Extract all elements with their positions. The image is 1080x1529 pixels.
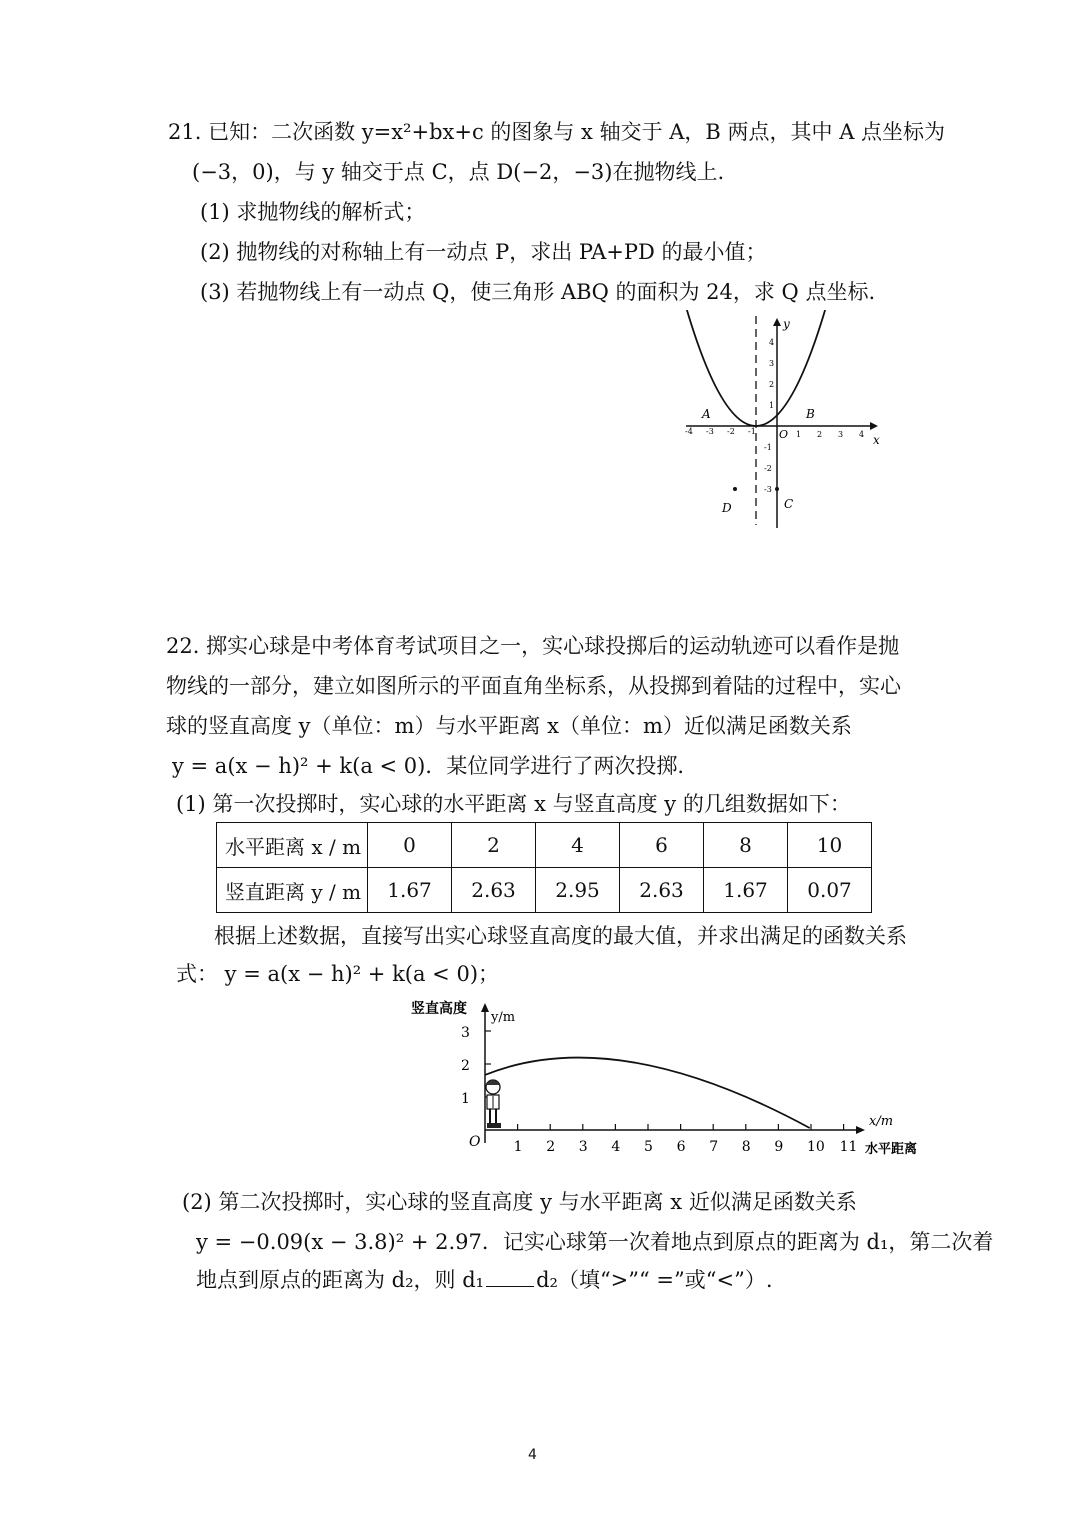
q21-x-tick: -2 bbox=[727, 427, 735, 436]
q21-point-b-label: B bbox=[806, 407, 815, 421]
answer-blank[interactable] bbox=[486, 1286, 534, 1287]
q22-part2-line3-start: 地点到原点的距离为 d₂，则 d₁ bbox=[196, 1268, 485, 1292]
table-cell: 4 bbox=[536, 823, 620, 868]
q22-x-tick: 1 bbox=[513, 1139, 523, 1155]
q22-stem-line2: 物线的一部分，建立如图所示的平面直角坐标系，从投掷到着陆的过程中，实心 bbox=[166, 674, 901, 698]
q21-part1: (1) 求抛物线的解析式； bbox=[200, 200, 426, 224]
table-cell: 0 bbox=[368, 823, 452, 868]
student-figure bbox=[486, 1080, 501, 1128]
table-cell: 2 bbox=[452, 823, 536, 868]
table-row-label-x: 水平距离 x / m bbox=[217, 823, 368, 868]
q21-stem-line2: (−3，0)，与 y 轴交于点 C，点 D(−2，−3)在抛物线上. bbox=[192, 160, 725, 184]
q22-x-tick: 9 bbox=[774, 1139, 784, 1155]
q22-x-tick: 3 bbox=[578, 1139, 588, 1155]
table-cell: 2.63 bbox=[452, 868, 536, 913]
q21-x-tick: -3 bbox=[706, 427, 714, 436]
q22-x-tick: 7 bbox=[709, 1139, 719, 1155]
q21-x-tick: 1 bbox=[796, 430, 802, 439]
page-number: 4 bbox=[528, 1447, 537, 1463]
q21-y-tick: -1 bbox=[764, 443, 772, 452]
q21-x-label: x bbox=[873, 433, 880, 447]
q22-data-table bbox=[216, 822, 872, 913]
q22-y-tick: 2 bbox=[461, 1058, 470, 1074]
q22-origin-label: O bbox=[469, 1134, 481, 1150]
q22-x-tick: 5 bbox=[644, 1139, 653, 1155]
q21-point-d-label: D bbox=[722, 501, 732, 515]
q22-y-tick: 3 bbox=[461, 1025, 470, 1041]
q21-parabola-figure bbox=[680, 310, 890, 530]
q21-x-tick: 2 bbox=[817, 430, 823, 439]
q22-after-table-line2: 式： y = a(x − h)² + k(a < 0)； bbox=[176, 962, 500, 986]
q21-point-c-label: C bbox=[784, 497, 794, 511]
q21-stem-line1: 21. 已知：二次函数 y=x²+bx+c 的图象与 x 轴交于 A，B 两点，其中 A 点坐标为 bbox=[168, 120, 946, 144]
q21-y-label: y bbox=[783, 317, 790, 331]
table-cell: 2.63 bbox=[620, 868, 704, 913]
q22-y-unit: y/m bbox=[491, 1010, 516, 1025]
q21-point-a-label: A bbox=[702, 407, 711, 421]
q21-point-c bbox=[775, 487, 779, 491]
q22-part2-line3-end: d₂（填“>”“ =”或“<”）. bbox=[536, 1268, 773, 1292]
table-cell: 1.67 bbox=[368, 868, 452, 913]
q21-y-tick: -2 bbox=[764, 464, 772, 473]
q22-x-tick: 2 bbox=[546, 1139, 556, 1155]
table-row bbox=[217, 868, 872, 913]
q21-x-tick: -4 bbox=[685, 427, 693, 436]
q22-stem-line1: 22. 掷实心球是中考体育考试项目之一，实心球投掷后的运动轨迹可以看作是抛 bbox=[166, 634, 900, 658]
q22-x-tick: 11 bbox=[839, 1139, 858, 1155]
q22-stem-line4: y = a(x − h)² + k(a < 0)．某位同学进行了两次投掷. bbox=[172, 754, 685, 778]
q22-trajectory-graph bbox=[405, 995, 925, 1165]
table-cell: 2.95 bbox=[536, 868, 620, 913]
q22-x-unit: x/m bbox=[869, 1114, 894, 1129]
q22-x-axis-label: 水平距离 bbox=[865, 1142, 918, 1157]
q21-x-tick: 4 bbox=[859, 430, 865, 439]
q21-y-tick: -3 bbox=[764, 485, 772, 494]
table-cell: 0.07 bbox=[788, 868, 872, 913]
q21-y-tick: 4 bbox=[769, 338, 775, 347]
q21-origin-label: O bbox=[779, 428, 789, 441]
q21-x-tick: 3 bbox=[838, 430, 844, 439]
table-cell: 1.67 bbox=[704, 868, 788, 913]
q22-x-tick: 10 bbox=[807, 1139, 825, 1155]
q22-y-tick: 1 bbox=[461, 1091, 470, 1107]
table-cell: 8 bbox=[704, 823, 788, 868]
q22-part2-line1: (2) 第二次投掷时，实心球的竖直高度 y 与水平距离 x 近似满足函数关系 bbox=[182, 1190, 857, 1214]
q22-trajectory-curve bbox=[485, 1058, 810, 1128]
table-cell: 10 bbox=[788, 823, 872, 868]
q22-after-table-line1: 根据上述数据，直接写出实心球竖直高度的最大值，并求出满足的函数关系 bbox=[214, 924, 907, 948]
q21-y-tick: 1 bbox=[769, 401, 775, 410]
q22-x-tick: 6 bbox=[676, 1139, 686, 1155]
q22-part2-line2: y = −0.09(x − 3.8)² + 2.97．记实心球第一次着地点到原点的距离为 d₁，第二次着 bbox=[196, 1230, 994, 1254]
q21-y-tick: 2 bbox=[769, 380, 775, 389]
q22-part1: (1) 第一次投掷时，实心球的水平距离 x 与竖直高度 y 的几组数据如下： bbox=[176, 792, 851, 816]
q21-part2: (2) 抛物线的对称轴上有一动点 P，求出 PA+PD 的最小值； bbox=[200, 240, 767, 264]
q22-y-axis-label: 竖直高度 bbox=[411, 1001, 467, 1017]
q21-y-tick: 3 bbox=[769, 359, 775, 368]
q22-x-tick: 4 bbox=[611, 1139, 621, 1155]
q21-point-d bbox=[733, 487, 737, 491]
table-row bbox=[217, 823, 872, 868]
q22-stem-line3: 球的竖直高度 y（单位：m）与水平距离 x（单位：m）近似满足函数关系 bbox=[166, 714, 852, 738]
table-cell: 6 bbox=[620, 823, 704, 868]
q22-part2-line3 bbox=[196, 1266, 773, 1294]
q22-x-tick: 8 bbox=[741, 1139, 751, 1155]
q21-x-tick: -1 bbox=[748, 427, 756, 436]
table-row-label-y: 竖直距离 y / m bbox=[217, 868, 368, 913]
q21-part3: (3) 若抛物线上有一动点 Q，使三角形 ABQ 的面积为 24，求 Q 点坐标. bbox=[200, 280, 876, 304]
